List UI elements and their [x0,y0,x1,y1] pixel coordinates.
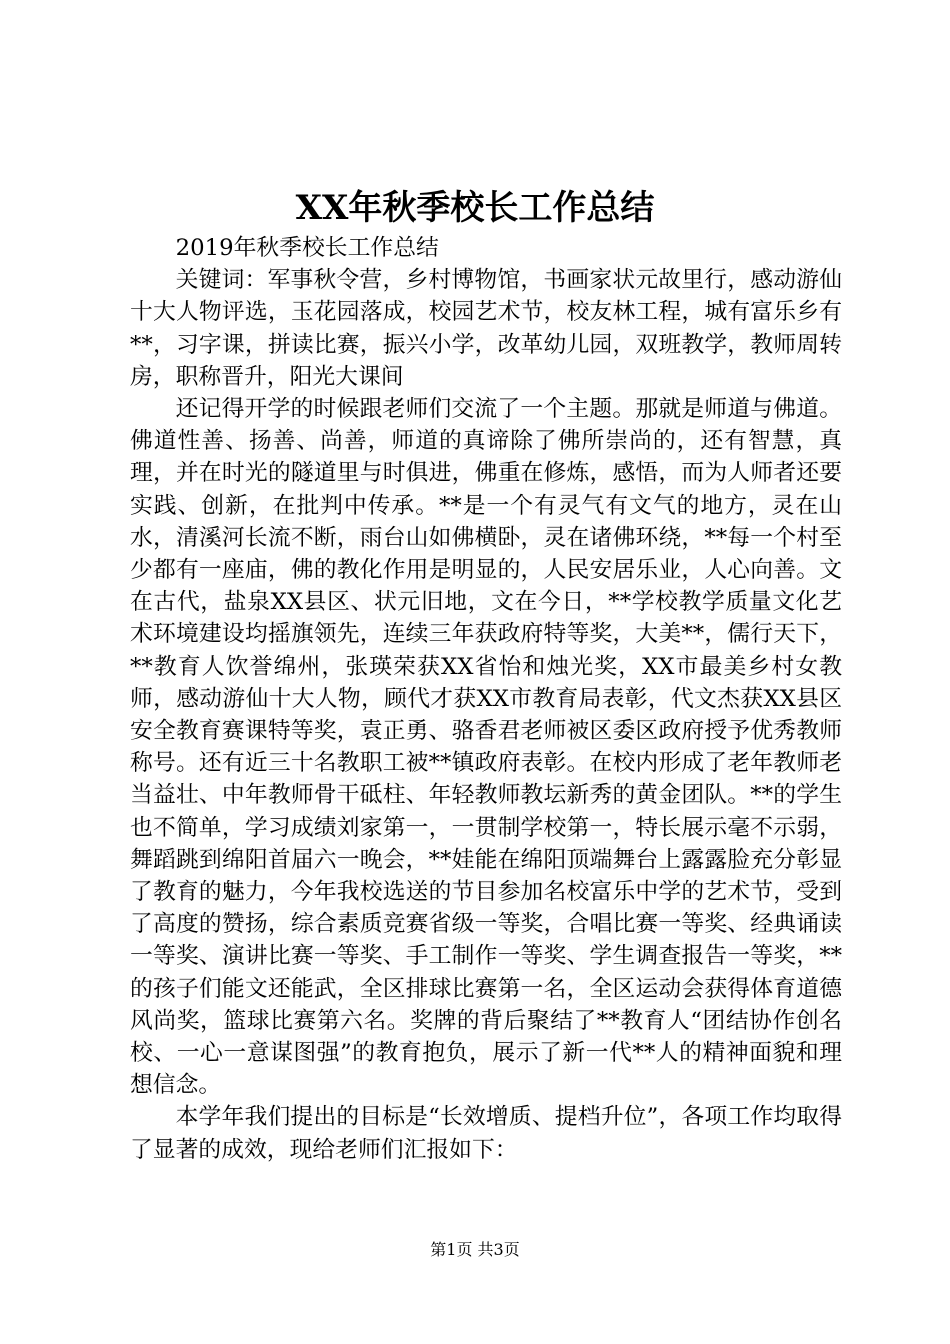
body-paragraph: 本学年我们提出的目标是“长效增质、提档升位”，各项工作均取得了显著的成效，现给老师们汇报如下： [130,1104,842,1163]
body-paragraph: 还记得开学的时候跟老师们交流了一个主题。那就是师道与佛道。佛道性善、扬善、尚善，师道的真谛除了佛所崇尚的，还有智慧，真理，并在时光的隧道里与时俱进，佛重在修炼，感悟，而为人师者还要实践、创新，在批判中传承。**是一个有灵气有文气的地方，灵在山水，清溪河长流不断，雨台山如佛横卧，灵在诸佛环绕，**每一个村至少都有一座庙，佛的教化作用是明显的，人民安居乐业，人心向善。文在古代，盐泉XX县区、状元旧地，文在今日，**学校教学质量文化艺术环境建设均摇旗领先，连续三年获政府特等奖，大美**，儒行天下，**教育人饮誉绵州，张瑛荣获XX省怡和烛光奖，XX市最美乡村女教师，感动游仙十大人物，顾代才获XX市教育局表彰，代文杰获XX县区安全教育赛课特等奖，袁正勇、骆香君老师被区委区政府授予优秀教师称号。还有近三十名教职工被**镇政府表彰。在校内形成了老年教师老当益壮、中年教师骨干砥柱、年轻教师教坛新秀的黄金团队。**的学生也不简单，学习成绩刘家第一，一贯制学校第一，特长展示毫不示弱，舞蹈跳到绵阳首届六一晚会，**娃能在绵阳顶端舞台上露露脸充分彰显了教育的魅力，今年我校选送的节目参加名校富乐中学的艺术节，受到了高度的赞扬，综合素质竞赛省级一等奖，合唱比赛一等奖、经典诵读一等奖、演讲比赛一等奖、手工制作一等奖、学生调查报告一等奖，**的孩子们能文还能武，全区排球比赛第一名，全区运动会获得体育道德风尚奖，篮球比赛第六名。奖牌的背后聚结了**教育人“团结协作创名校、一心一意谋图强”的教育抱负，展示了新一代**人的精神面貌和理想信念。 [130,396,842,1099]
keywords-paragraph: 关键词：军事秋令营，乡村博物馆，书画家状元故里行，感动游仙十大人物评选，玉花园落成，校园艺术节，校友林工程，城有富乐乡有**，习字课，拼读比赛，振兴小学，改革幼儿园，双班教学，教师周转房，职称晋升，阳光大课间 [130,267,842,390]
document-body [130,232,842,1166]
subtitle-paragraph: 2019年秋季校长工作总结 [175,235,439,261]
page-footer: 第1页 共3页 [430,1240,520,1259]
document-title: XX年秋季校长工作总结 [295,188,655,228]
